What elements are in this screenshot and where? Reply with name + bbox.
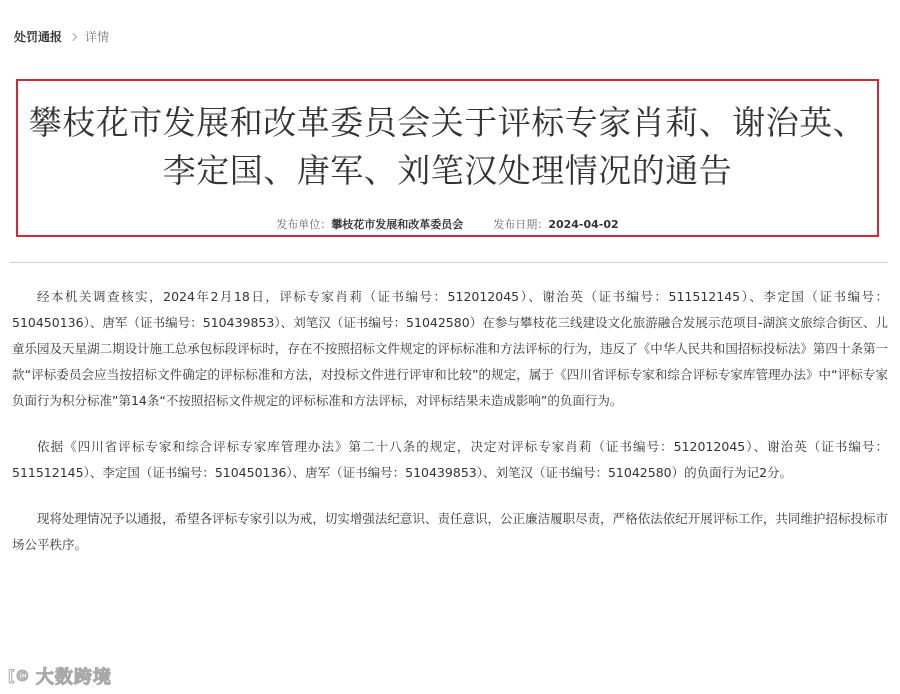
article-paragraph: 依据《四川省评标专家和综合评标专家库管理办法》第二十八条的规定，决定对评标专家肖莉（证书编号：512012045）、谢治英（证书编号：511512145）、李定国（证书编号：510450136）、唐军（证书编号：510439853）、刘笔汉（证书编号：51042580）的负面行为记2分。 xyxy=(12,439,888,480)
date-value: 2024-04-02 xyxy=(548,218,619,231)
article-header-box xyxy=(16,79,879,237)
content-divider xyxy=(10,262,888,263)
chevron-right-icon xyxy=(69,33,77,41)
article-body xyxy=(12,284,888,578)
breadcrumb-current: 详情 xyxy=(85,30,110,44)
date-label: 发布日期： xyxy=(493,218,549,231)
article-meta xyxy=(18,217,877,233)
watermark-logo-icon: [© xyxy=(8,667,30,685)
article-paragraph: 现将处理情况予以通报，希望各评标专家引以为戒，切实增强法纪意识、责任意识，公正廉洁履职尽责，严格依法依纪开展评标工作，共同维护招标投标市场公平秩序。 xyxy=(12,511,888,552)
breadcrumb-home-link[interactable]: 处罚通报 xyxy=(14,30,63,44)
article-paragraph: 经本机关调查核实，2024年2月18日，评标专家肖莉（证书编号：512012045）、谢治英（证书编号：511512145）、李定国（证书编号：510450136）、唐军（证书编号：510439853）、刘笔汉（证书编号：51042580）在参与攀枝花三线建设文化旅游融合发展示范项目-湖滨文旅综合街区、儿童乐园及天星湖二期设计施工总承包标段评标时，存在不按照招标文件规定的评标标准和方法评标的行为，违反了《中华人民共和国招标投标法》第四十条第一款“评标委员会应当按招标文件确定的评标标准和方法，对投标文件进行评审和比较”的规定，属于《四川省评标专家和综合评标专家库管理办法》中“评标专家负面行为积分标准”第14条“不按照招标文件规定的评标标准和方法评标，对评标结果未造成影响”的负面行为。 xyxy=(12,289,888,408)
publisher-value: 攀枝花市发展和改革委员会 xyxy=(331,218,464,231)
article-title: 攀枝花市发展和改革委员会关于评标专家肖莉、谢治英、李定国、唐军、刘笔汉处理情况的通告 xyxy=(28,103,867,190)
publisher-label: 发布单位： xyxy=(276,218,332,231)
breadcrumb xyxy=(14,27,109,47)
watermark xyxy=(8,664,112,688)
watermark-text: 大数跨境 xyxy=(35,667,112,688)
